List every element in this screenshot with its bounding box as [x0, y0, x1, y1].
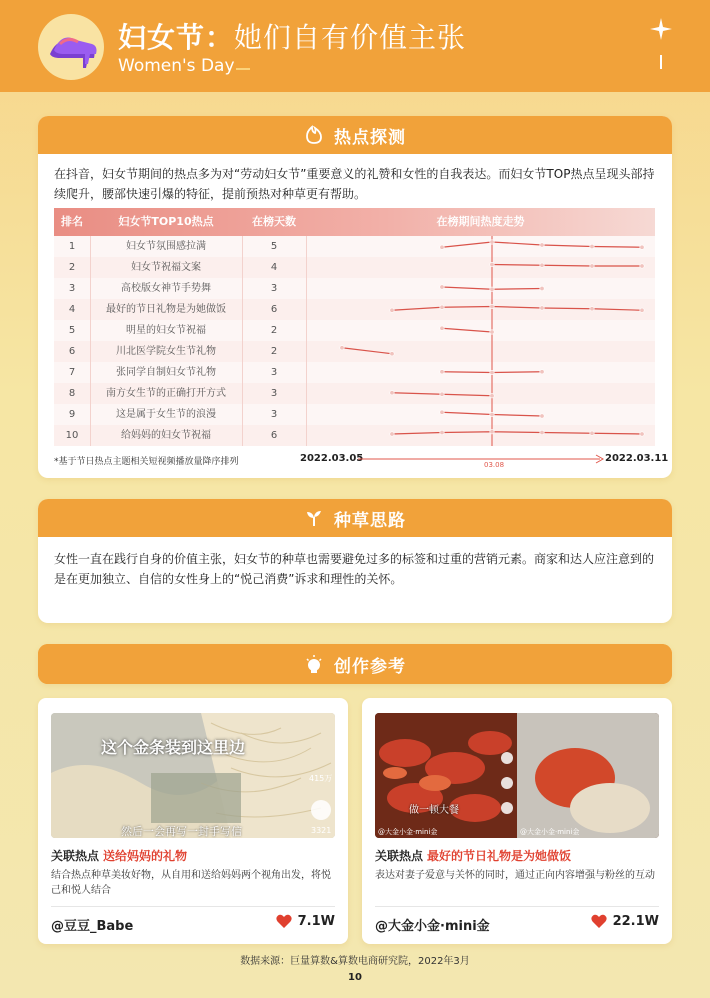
- trend-point: [540, 306, 544, 310]
- thumbnail-count-2: 3321: [311, 826, 332, 835]
- hot-topics-intro: 在抖音，妇女节期间的热点多为对“劳动妇女节”重要意义的礼赞和女性的自我表达。而妇女节TOP热点呈现头部持 续爬升，腰部快速引爆的特征，提前预热对种草更有帮助。: [54, 167, 655, 201]
- creator-handle[interactable]: @大金小金·mini金: [375, 919, 490, 934]
- data-source: 数据来源：巨量算数&算数电商研究院，2022年3月: [240, 956, 470, 967]
- high-heel-logo-icon: [38, 14, 104, 80]
- thumbnail-caption: 做一顿大餐: [409, 805, 459, 816]
- trend-point: [390, 352, 394, 356]
- col-trend-header: 在榜期间热度走势: [436, 215, 525, 228]
- trend-point: [490, 287, 494, 291]
- reference-description: 结合热点种草美妆好物，从自用和送给妈妈两个视角出发，将悦己和悦人结合: [51, 870, 331, 896]
- trend-line: [392, 432, 642, 434]
- trend-point: [590, 244, 594, 248]
- cell-days: 4: [270, 262, 278, 273]
- cell-topic: 高校版女神节手势舞: [121, 283, 211, 294]
- col-rank-header: 排名: [61, 215, 83, 228]
- cell-rank: 4: [68, 304, 76, 315]
- trend-point: [490, 330, 494, 334]
- related-topic: 关联热点 最好的节日礼物是为她做饭: [375, 849, 572, 863]
- reference-title: 创作参考: [334, 656, 406, 677]
- cell-topic: 妇女节氛围感拉满: [126, 241, 206, 252]
- cell-topic: 川北医学院女生节礼物: [116, 346, 216, 357]
- trend-point: [490, 412, 494, 416]
- cell-rank: 1: [68, 241, 76, 252]
- date-end: 2022.03.11: [605, 453, 669, 464]
- trend-point: [340, 346, 344, 350]
- trend-point: [490, 262, 494, 266]
- reference-card-1[interactable]: [38, 698, 348, 944]
- trend-point: [540, 430, 544, 434]
- cell-days: 2: [270, 325, 278, 336]
- trend-point: [440, 370, 444, 374]
- cell-rank: 9: [68, 409, 76, 420]
- table-header: [54, 208, 655, 236]
- col-days-header: 在榜天数: [252, 215, 296, 228]
- trend-point: [440, 305, 444, 309]
- page-subtitle: Women's Day: [118, 56, 235, 76]
- trend-point: [640, 245, 644, 249]
- trend-point: [590, 307, 594, 311]
- cell-days: 5: [270, 241, 278, 252]
- cell-rank: 6: [68, 346, 76, 357]
- trend-point: [440, 326, 444, 330]
- trend-point: [490, 430, 494, 434]
- col-topic-header: 妇女节TOP10热点: [118, 215, 214, 228]
- page-number: 10: [348, 972, 362, 983]
- heart-icon: [276, 914, 292, 929]
- trend-point: [540, 263, 544, 267]
- cell-topic: 南方女生节的正确打开方式: [106, 388, 226, 399]
- idea-text: 女性一直在践行自身的价值主张，妇女节的种草也需要避免过多的标签和过重的营销元素。商家和达人应注意到的 是在更加独立、自信的女性身上的“悦己消费”诉求和理性的关怀。: [54, 552, 655, 586]
- heart-icon: [591, 914, 607, 929]
- trend-line: [342, 348, 392, 354]
- subtitle-underline: [236, 68, 250, 70]
- cell-rank: 5: [68, 325, 76, 336]
- trend-point: [390, 391, 394, 395]
- page-header: [0, 0, 710, 92]
- cell-topic: 明星的妇女节祝福: [126, 325, 206, 336]
- video-thumbnail-2[interactable]: [375, 713, 659, 838]
- cell-days: 3: [270, 388, 278, 399]
- related-topic: 关联热点 送给妈妈的礼物: [51, 849, 188, 863]
- trend-point: [540, 286, 544, 290]
- trend-point: [490, 240, 494, 244]
- trend-point: [440, 430, 444, 434]
- trend-line: [442, 328, 492, 332]
- trend-point: [640, 432, 644, 436]
- reference-header-bar: [38, 644, 672, 684]
- cell-rank: 8: [68, 388, 76, 399]
- like-count: 7.1W: [276, 914, 335, 929]
- sparkle-icon: [650, 18, 672, 40]
- trend-point: [440, 245, 444, 249]
- trend-point: [390, 432, 394, 436]
- thumbnail-caption: 然后一会再写一封手写信: [121, 825, 242, 838]
- divider: [375, 906, 659, 907]
- date-start: 2022.03.05: [300, 453, 364, 464]
- decor-bar: [660, 55, 662, 69]
- idea-card: [38, 499, 672, 623]
- cell-days: 3: [270, 409, 278, 420]
- trend-point: [590, 431, 594, 435]
- trend-point: [390, 308, 394, 312]
- page-title: 妇女节：她们自有价值主张: [118, 21, 467, 54]
- trend-point: [640, 264, 644, 268]
- hot-topics-table: [54, 208, 655, 454]
- cell-topic: 给妈妈的妇女节祝福: [121, 430, 211, 441]
- cell-days: 6: [270, 304, 278, 315]
- cell-days: 6: [270, 430, 278, 441]
- trend-point: [640, 308, 644, 312]
- like-count: 22.1W: [591, 914, 659, 929]
- trend-point: [490, 394, 494, 398]
- thumbnail-user-b: @大金小金·mini金: [520, 828, 580, 836]
- trend-point: [490, 304, 494, 308]
- trend-chart: [306, 236, 655, 446]
- cell-days: 3: [270, 283, 278, 294]
- hot-topics-card: [38, 116, 672, 478]
- cell-rank: 7: [68, 367, 76, 378]
- trend-line: [392, 307, 642, 311]
- cell-rank: 3: [68, 283, 76, 294]
- trend-point: [440, 285, 444, 289]
- cell-topic: 妇女节祝福文案: [131, 262, 201, 273]
- idea-header: [38, 499, 672, 537]
- trend-point: [540, 243, 544, 247]
- hot-topics-title: 热点探测: [334, 127, 406, 148]
- video-thumbnail-1[interactable]: [51, 713, 335, 838]
- trend-line: [492, 265, 642, 267]
- cell-topic: 这是属于女生节的浪漫: [116, 409, 216, 420]
- idea-title: 种草思路: [334, 510, 406, 531]
- flame-icon: [304, 125, 324, 145]
- creator-handle[interactable]: @豆豆_Babe: [51, 919, 134, 934]
- trend-point: [440, 410, 444, 414]
- lightbulb-icon: [304, 654, 324, 674]
- cell-topic: 张同学自制妇女节礼物: [116, 367, 216, 378]
- trend-point: [540, 370, 544, 374]
- divider: [51, 906, 335, 907]
- cell-days: 2: [270, 346, 278, 357]
- date-axis-arrow: [356, 453, 606, 465]
- thumbnail-user-a: @大金小金·mini金: [378, 828, 438, 836]
- reference-description: 表达对妻子爱意与关怀的同时，通过正向内容增强与粉丝的互动: [375, 870, 655, 881]
- trend-point: [490, 370, 494, 374]
- date-mid: 03.08: [484, 461, 505, 469]
- table-footnote: *基于节日热点主题相关短视频播放量降序排列: [54, 457, 239, 467]
- trend-point: [440, 392, 444, 396]
- thumbnail-count: 415万: [309, 774, 333, 783]
- reference-card-2[interactable]: [362, 698, 672, 944]
- trend-point: [590, 264, 594, 268]
- hot-topics-header: [38, 116, 672, 154]
- cell-rank: 10: [65, 430, 79, 441]
- reference-header: [38, 644, 672, 684]
- cell-days: 3: [270, 367, 278, 378]
- cell-topic: 最好的节日礼物是为她做饭: [106, 304, 226, 315]
- trend-point: [540, 414, 544, 418]
- cell-rank: 2: [68, 262, 76, 273]
- thumbnail-overlay-text: 这个金条装到这里边: [101, 738, 246, 757]
- sprout-icon: [304, 508, 324, 528]
